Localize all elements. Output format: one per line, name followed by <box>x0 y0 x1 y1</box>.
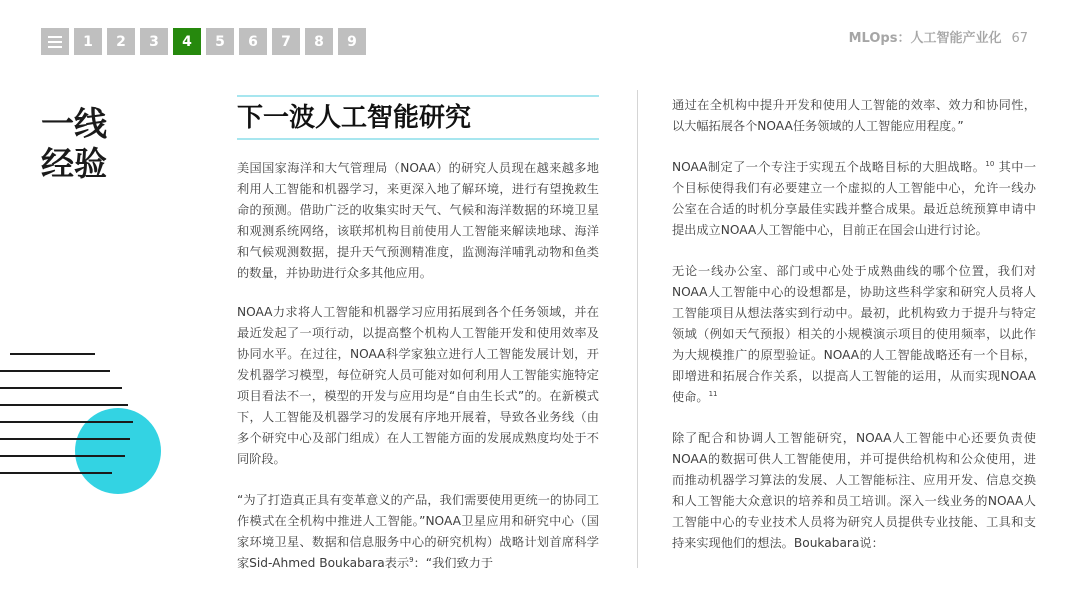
page-button-5[interactable]: 5 <box>206 28 234 55</box>
decorative-lines-circle-graphic <box>0 340 175 500</box>
hamburger-menu-icon <box>48 36 62 48</box>
page-button-4-active[interactable]: 4 <box>173 28 201 55</box>
paragraph-vision <box>672 261 1036 408</box>
quote-tail: ：“我们致力于 <box>413 556 494 570</box>
vision-text: 无论一线办公室、部门或中心处于成熟曲线的哪个位置，我们对NOAA人工智能中心的设想都是，协助这些科学家和研究人员将人工智能项目从想法落实到行动中。最初，此机构致力于提升与特定领域（例如天气预报）相关的小规模演示项目的使用频率，以此作为大规模推广的原型验证。NOAA的人工智能战略还有一个目标，即增进和拓展合作关系，以提高人工智能的运用，从而实现NOAA使命。 <box>672 264 1036 404</box>
page-button-6[interactable]: 6 <box>239 28 267 55</box>
page-button-2[interactable]: 2 <box>107 28 135 55</box>
page-button-9[interactable]: 9 <box>338 28 366 55</box>
page-button-7[interactable]: 7 <box>272 28 300 55</box>
page-button-1[interactable]: 1 <box>74 28 102 55</box>
footnote-ref-10[interactable]: 10 <box>985 159 995 168</box>
strategy-text-a: NOAA制定了一个专注于实现五个战略目标的大胆战略。 <box>672 160 986 174</box>
strategy-text-b: 其中一个目标使得我们有必要建立一个虚拟的人工智能中心，允许一线办公室在合适的时机分享最佳实践并整合成果。最近总统预算申请中提出成立NOAA人工智能中心，目前正在国会山进行讨论。 <box>672 160 1037 237</box>
paragraph-quote-continued: 通过在全机构中提升开发和使用人工智能的效率、效力和协同性，以大幅拓展各个NOAA任务领域的人工智能应用程度。” <box>672 98 1036 133</box>
article-title-bar <box>237 95 599 140</box>
page-number: 67 <box>1011 31 1028 46</box>
quote-text: “为了打造真正具有变革意义的产品，我们需要使用更统一的协同工作模式在全机构中推进人工智能。”NOAA卫星应用和研究中心（国家环境卫星、数据和信息服务中心的研究机构）战略计划首席科学家Sid-Ahmed Boukabara表示 <box>237 493 599 570</box>
page-button-3[interactable]: 3 <box>140 28 168 55</box>
document-title: MLOps：人工智能产业化 <box>848 31 1002 46</box>
page-button-8[interactable]: 8 <box>305 28 333 55</box>
paragraph-expansion: NOAA力求将人工智能和机器学习应用拓展到各个任务领域，并在最近发起了一项行动，以提高整个机构人工智能开发和使用效率及协同水平。在过往，NOAA科学家独立进行人工智能发展计划，开发机器学习模型，每位研究人员可能对如何利用人工智能实施特定项目看法不一，模型的开发与应用均是“自由生长式”的。在新模式下，人工智能及机器学习的发展有序地开展着，导致各业务线（由多个研究中心及部门组成）在人工智能方面的发展成熟度均处于不同阶段。 <box>237 305 599 466</box>
paragraph-intro: 美国国家海洋和大气管理局（NOAA）的研究人员现在越来越多地利用人工智能和机器学习，来更深入地了解环境，进行有望挽救生命的预测。借助广泛的收集实时天气、气候和海洋数据的环境卫星和观测系统网络，该联邦机构目前使用人工智能来解读地球、海洋和气候观测数据，提升天气预测精准度，监测海洋哺乳动物和鱼类的数量，并协助进行众多其他应用。 <box>237 161 599 280</box>
decorative-circle <box>75 408 161 494</box>
paragraph-strategy <box>672 157 1036 241</box>
running-header <box>849 27 1028 46</box>
paragraph-quote <box>237 490 599 574</box>
article-title: 下一波人工智能研究 <box>237 103 472 133</box>
menu-button[interactable] <box>41 28 69 55</box>
section-title: 一线经验 <box>41 104 107 183</box>
page-navigation <box>41 28 366 55</box>
left-column <box>237 95 599 574</box>
paragraph-ai-center: 除了配合和协调人工智能研究，NOAA人工智能中心还要负责使NOAA的数据可供人工智能使用，并可提供给机构和公众使用，进而推动机器学习算法的发展、人工智能标注、应用开发、信息交换和人工智能大众意识的培养和员工培训。深入一线业务的NOAA人工智能中心的专业技术人员将为研究人员提供专业技能、工具和支持来实现他们的想法。Boukabara说： <box>672 431 1036 550</box>
column-divider <box>637 90 638 568</box>
footnote-ref-9[interactable]: 9 <box>409 555 414 564</box>
footnote-ref-11[interactable]: 11 <box>708 389 718 398</box>
right-column <box>672 95 1036 554</box>
